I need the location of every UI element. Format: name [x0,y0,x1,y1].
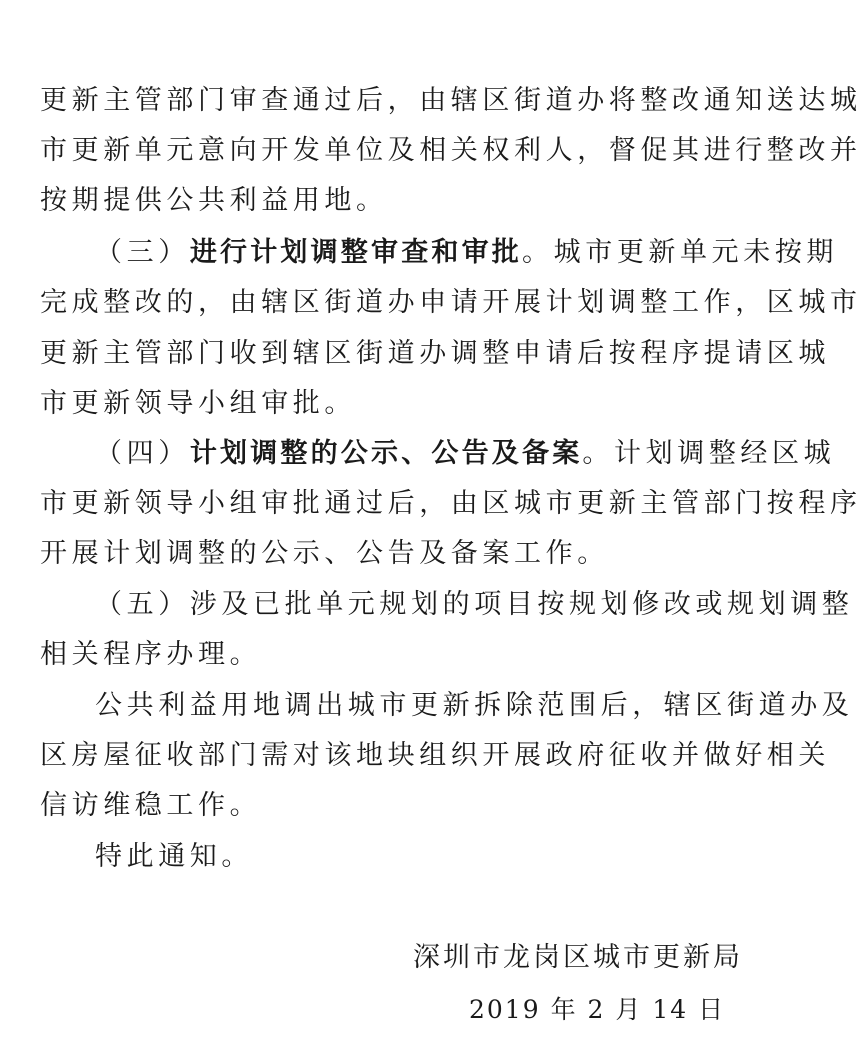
body-text-line: 更新主管部门收到辖区街道办调整申请后按程序提请区城 [40,338,830,369]
public-land-first-line: 公共利益用地调出城市更新拆除范围后，辖区街道办及 [95,690,854,721]
section-4-first-line-rest: 。计划调整经区城 [582,438,836,469]
section-5-first-line: （五）涉及已批单元规划的项目按规划修改或规划调整 [95,589,854,620]
body-text-line: 开展计划调整的公示、公告及备案工作。 [40,538,609,569]
body-text-line: 市更新单元意向开发单位及相关权利人，督促其进行整改并 [40,135,862,166]
section-3-heading: 进行计划调整审查和审批 [189,237,523,268]
body-text-line: 区房屋征收部门需对该地块组织开展政府征收并做好相关 [40,740,830,771]
section-4-heading: 计划调整的公示、公告及备案 [189,438,583,469]
body-text-line: 按期提供公共利益用地。 [40,185,388,216]
body-text-line: 市更新领导小组审批通过后，由区城市更新主管部门按程序 [40,488,862,519]
body-text-line: 信访维稳工作。 [40,790,262,821]
section-3-first-line-rest: 。城市更新单元未按期 [522,237,839,268]
section-4-prefix: （四） [95,438,190,469]
body-text-line: 更新主管部门审查通过后，由辖区街道办将整改通知送达城 [40,85,862,116]
section-3-first-line [95,236,838,270]
issue-date: 2019 年 2 月 14 日 [469,995,726,1024]
issuer-name: 深圳市龙岗区城市更新局 [413,942,743,973]
section-3-prefix: （三） [95,237,190,268]
closing-text: 特此通知。 [95,841,253,872]
body-text-line: 市更新领导小组审批。 [40,388,356,419]
body-text-line: 完成整改的，由辖区街道办申请开展计划调整工作，区城市 [40,287,862,318]
section-4-first-line [95,437,835,471]
body-text-line: 相关程序办理。 [40,639,262,670]
